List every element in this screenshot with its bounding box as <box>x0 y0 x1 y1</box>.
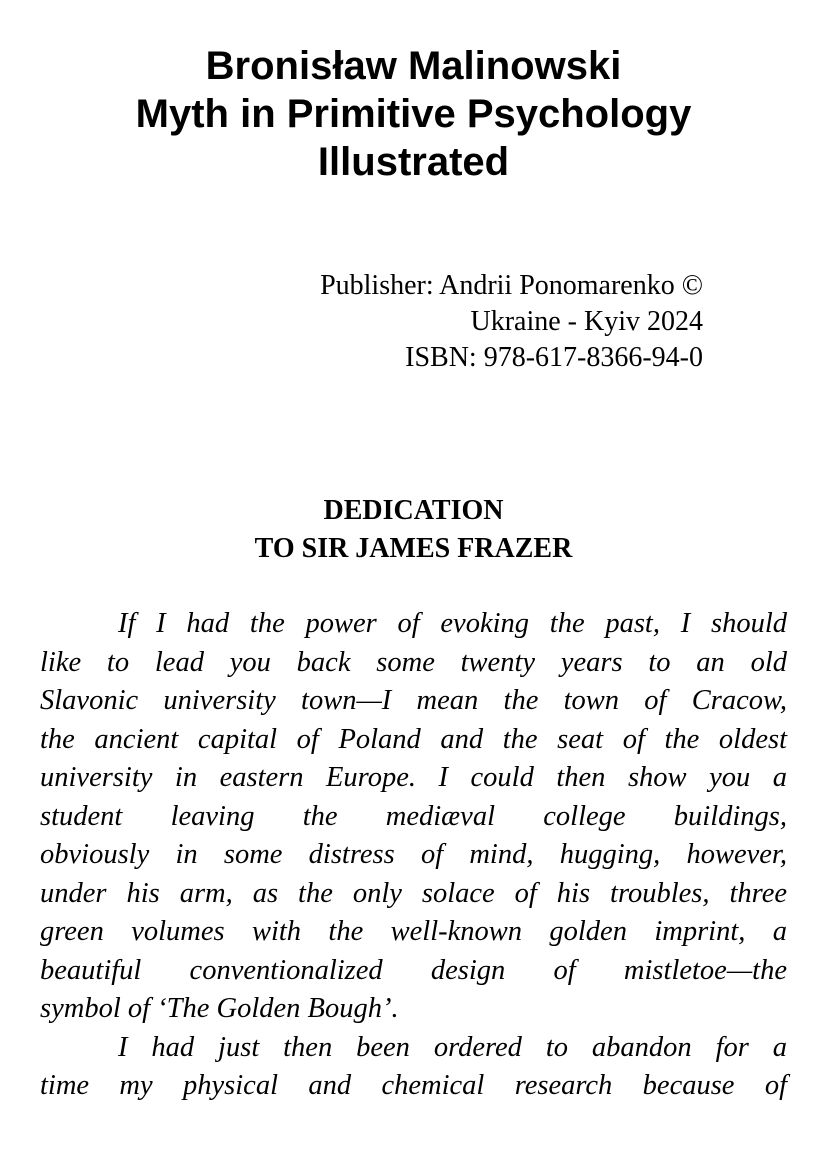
text-line: under his arm, as the only solace of his troubles, three <box>40 877 787 909</box>
body-text <box>40 605 787 1106</box>
text-line: obviously in some distress of mind, hugging, however, <box>40 839 787 870</box>
text-line: beautiful conventionalized design of mistletoe—the <box>40 954 787 986</box>
dedication-subtitle: TO SIR JAMES FRAZER <box>254 533 573 564</box>
place-year-line: Ukraine - Kyiv 2024 <box>470 306 703 337</box>
text-line: student leaving the mediæval college buildings, <box>40 800 787 832</box>
paragraph-1 <box>40 605 787 1029</box>
text-line: the ancient capital of Poland and the seat of the oldest <box>40 723 787 755</box>
dedication-title: DEDICATION <box>323 495 504 526</box>
text-line: green volumes with the well-known golden imprint, a <box>40 916 787 947</box>
text-line: symbol of ‘The Golden Bough’. <box>40 993 399 1024</box>
publisher-block <box>320 268 703 376</box>
dedication-heading <box>0 492 827 568</box>
isbn-line: ISBN: 978-617-8366-94-0 <box>405 342 703 373</box>
text-line: If I had the power of evoking the past, I should <box>118 608 787 639</box>
paragraph-2 <box>40 1029 787 1106</box>
title-line-3: Illustrated <box>317 140 510 184</box>
text-line: Slavonic university town—I mean the town of Cracow, <box>40 685 787 716</box>
book-title <box>0 42 827 186</box>
text-line: university in eastern Europe. I could then show you a <box>40 762 787 793</box>
title-line-2: Myth in Primitive Psychology <box>135 92 692 136</box>
publisher-line: Publisher: Andrii Ponomarenko © <box>320 270 703 301</box>
text-line: I had just then been ordered to abandon for a <box>118 1031 787 1063</box>
text-line: like to lead you back some twenty years to an old <box>40 646 787 678</box>
text-line: time my physical and chemical research because of <box>40 1070 787 1101</box>
author-name: Bronisław Malinowski <box>205 44 622 88</box>
